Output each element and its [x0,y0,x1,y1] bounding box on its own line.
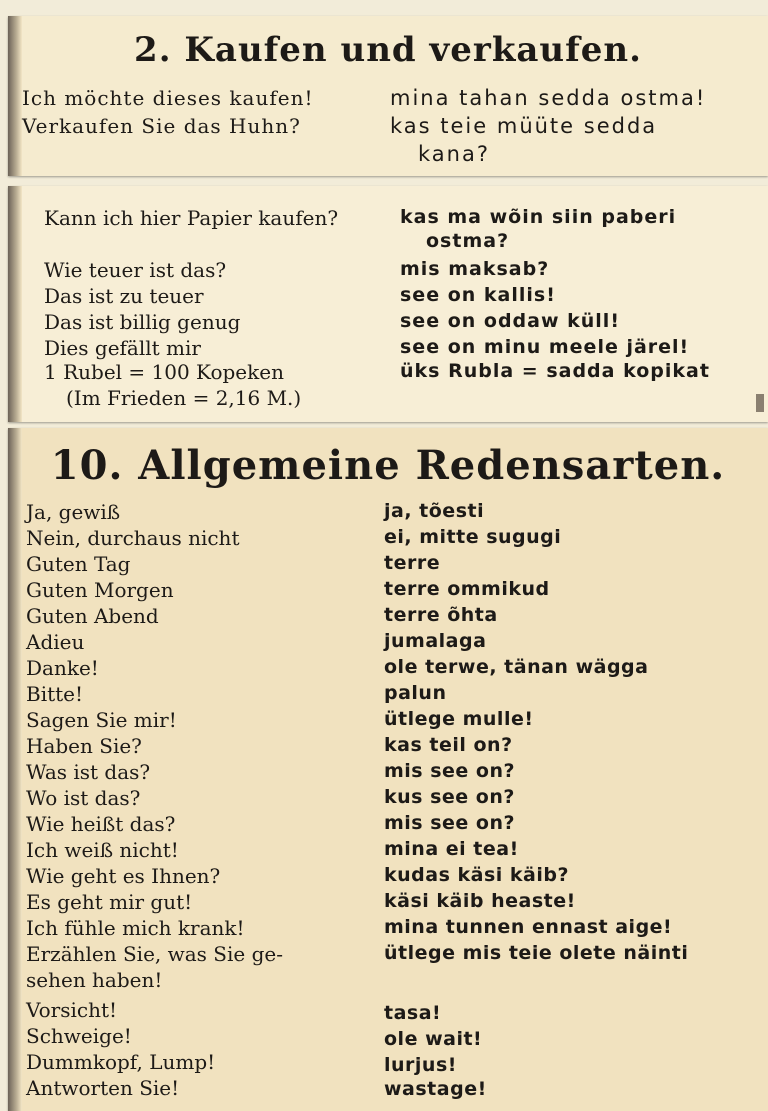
german-phrase: Bitte! [26,682,84,706]
estonian-phrase: kas ma wõin siin paberi [400,206,677,228]
paper-edge [8,428,22,1111]
estonian-phrase: kudas käsi käib? [384,864,569,886]
estonian-phrase: see on kallis! [400,284,556,306]
german-phrase: Ich fühle mich krank! [26,916,245,940]
estonian-phrase: ja, tõesti [384,500,485,522]
german-phrase: Haben Sie? [26,734,142,758]
german-phrase: Adieu [26,630,85,654]
german-phrase: Antworten Sie! [26,1076,180,1100]
german-phrase: Kann ich hier Papier kaufen? [44,206,339,230]
german-phrase: Verkaufen Sie das Huhn? [22,114,301,138]
german-phrase: Danke! [26,656,99,680]
german-phrase: Sagen Sie mir! [26,708,177,732]
estonian-phrase: ei, mitte sugugi [384,526,562,548]
german-phrase: Ja, gewiß [26,500,121,524]
clipping-prices [8,186,768,422]
german-phrase: Was ist das? [26,760,151,784]
estonian-phrase: kas teie müüte sedda [390,114,658,138]
german-phrase: Guten Tag [26,552,131,576]
german-phrase: Es geht mir gut! [26,890,193,914]
german-phrase: Wo ist das? [26,786,141,810]
estonian-phrase: kas teil on? [384,734,513,756]
estonian-phrase: ostma? [426,230,510,252]
german-phrase: Vorsicht! [26,998,118,1022]
estonian-phrase: wastage! [384,1078,487,1100]
german-phrase: Guten Abend [26,604,159,628]
german-phrase: sehen haben! [26,968,163,992]
estonian-phrase: see on minu meele järel! [400,336,690,358]
german-phrase: Ich möchte dieses kaufen! [22,86,314,110]
estonian-phrase: ole wait! [384,1028,483,1050]
german-phrase: Wie teuer ist das? [44,258,227,282]
estonian-phrase: mina tahan sedda ostma! [390,86,707,110]
estonian-phrase: palun [384,682,447,704]
estonian-phrase: mis see on? [384,812,516,834]
section-heading: 2. Kaufen und verkaufen. [134,30,642,70]
paper-edge [8,186,22,422]
estonian-phrase: terre [384,552,441,574]
german-phrase: Erzählen Sie, was Sie ge- [26,942,283,966]
german-phrase: 1 Rubel = 100 Kopeken [44,360,284,384]
estonian-phrase: jumalaga [384,630,487,652]
estonian-phrase: ütlege mulle! [384,708,534,730]
estonian-phrase: terre ommikud [384,578,550,600]
clipping-kaufen-verkaufen [8,16,768,176]
german-phrase: Wie heißt das? [26,812,176,836]
estonian-phrase: kus see on? [384,786,515,808]
estonian-phrase: üks Rubla = sadda kopikat [400,360,710,382]
estonian-phrase: mis maksab? [400,258,550,280]
estonian-phrase: terre õhta [384,604,498,626]
german-phrase: Nein, durchaus nicht [26,526,240,550]
dark-margin-mark [756,394,764,412]
section-heading: 10. Allgemeine Redensarten. [50,442,726,489]
clipping-allgemeine-redensarten [8,428,768,1111]
german-phrase: (Im Frieden = 2,16 M.) [66,386,302,410]
estonian-phrase: tasa! [384,1002,442,1024]
german-phrase: Wie geht es Ihnen? [26,864,221,888]
german-phrase: Schweige! [26,1024,132,1048]
estonian-phrase: lurjus! [384,1054,457,1076]
estonian-phrase: mina tunnen ennast aige! [384,916,673,938]
estonian-phrase: see on oddaw küll! [400,310,620,332]
estonian-phrase: mis see on? [384,760,516,782]
german-phrase: Guten Morgen [26,578,174,602]
german-phrase: Das ist zu teuer [44,284,204,308]
estonian-phrase: ütlege mis teie olete näinti [384,942,689,964]
estonian-phrase: kana? [418,142,490,166]
estonian-phrase: ole terwe, tänan wägga [384,656,649,678]
german-phrase: Dummkopf, Lump! [26,1050,216,1074]
estonian-phrase: käsi käib heaste! [384,890,576,912]
german-phrase: Dies gefällt mir [44,336,201,360]
estonian-phrase: mina ei tea! [384,838,519,860]
german-phrase: Ich weiß nicht! [26,838,179,862]
german-phrase: Das ist billig genug [44,310,241,334]
